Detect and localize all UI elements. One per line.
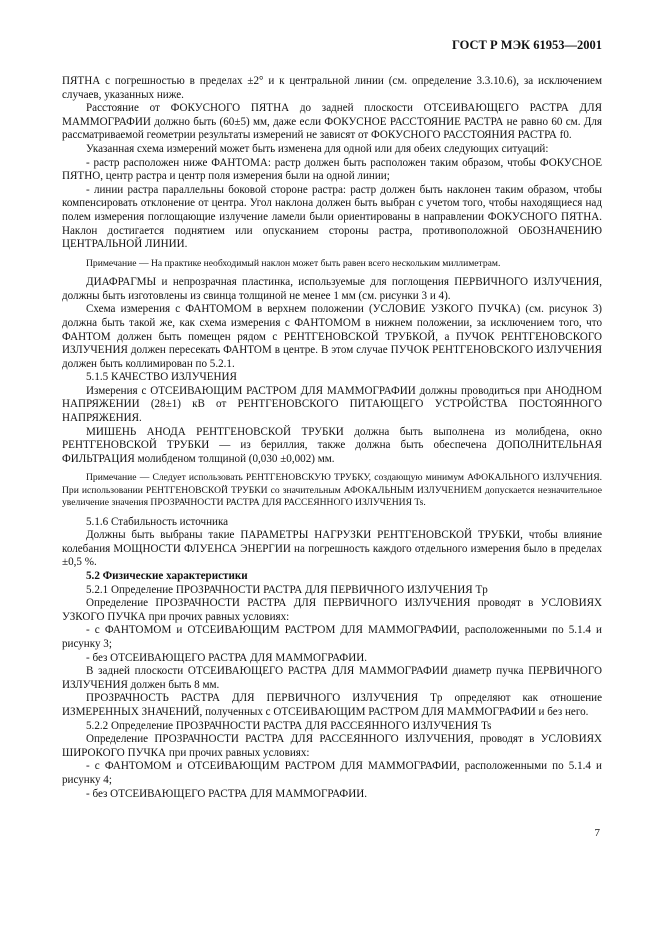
- paragraph: Должны быть выбраны такие ПАРАМЕТРЫ НАГРУЗКИ РЕНТГЕНОВСКОЙ ТРУБКИ, чтобы влияние колебания МОЩНОСТИ ФЛУЕНСА ЭНЕРГИИ на погрешность каждого отдельного измерения было в пределах ±0,5 %.: [62, 529, 602, 569]
- note: Примечание — На практике необходимый наклон может быть равен всего нескольким миллиметрам.: [86, 257, 501, 269]
- section-heading: 5.2.1 Определение ПРОЗРАЧНОСТИ РАСТРА ДЛЯ ПЕРВИЧНОГО ИЗЛУЧЕНИЯ Tp: [86, 583, 488, 596]
- paragraph: ПРОЗРАЧНОСТЬ РАСТРА ДЛЯ ПЕРВИЧНОГО ИЗЛУЧЕНИЯ Tp определяют как отношение ИЗМЕРЕННЫХ ЗНАЧЕНИЙ, полученных с ОТСЕИВАЮЩИМ РАСТРОМ ДЛЯ МАММОГРАФИИ и без него.: [62, 692, 602, 718]
- paragraph: В задней плоскости ОТСЕИВАЮЩЕГО РАСТРА ДЛЯ МАММОГРАФИИ диаметр пучка ПЕРВИЧНОГО ИЗЛУЧЕНИЯ должен быть 8 мм.: [62, 665, 602, 691]
- list-item: - без ОТСЕИВАЮЩЕГО РАСТРА ДЛЯ МАММОГРАФИИ.: [86, 787, 367, 800]
- paragraph: Определение ПРОЗРАЧНОСТИ РАСТРА ДЛЯ РАССЕЯННОГО ИЗЛУЧЕНИЯ, проводят в УСЛОВИЯХ ШИРОКОГО ПУЧКА при прочих равных условиях:: [62, 733, 602, 759]
- paragraph: Измерения с ОТСЕИВАЮЩИМ РАСТРОМ ДЛЯ МАММОГРАФИИ должны проводиться при АНОДНОМ НАПРЯЖЕНИИ (28±1) кВ от РЕНТГЕНОВСКОГО ПИТАЮЩЕГО УСТРОЙСТВА ПОСТОЯННОГО НАПРЯЖЕНИЯ.: [62, 384, 602, 425]
- list-item: - линии растра параллельны боковой стороне растра: растр должен быть наклонен таким образом, чтобы компенсировать отклонение от центра. Угол наклона должен быть выбран с учетом того, чтобы находящиеся над полем измерения поглощающие излучение ламели были ориентированы в направлении ФОКУСНОГО ПЯТНА. Наклон достигается поднятием или опусканием стороны растра, противоположной ОБОЗНАЧЕНИЮ ЦЕНТРАЛЬНОЙ ЛИНИИ.: [62, 183, 602, 251]
- section-heading: 5.1.5 КАЧЕСТВО ИЗЛУЧЕНИЯ: [86, 371, 237, 384]
- section-heading: 5.2.2 Определение ПРОЗРАЧНОСТИ РАСТРА ДЛЯ РАССЕЯННОГО ИЗЛУЧЕНИЯ Ts: [86, 719, 492, 732]
- section-heading: 5.1.6 Стабильность источника: [86, 515, 229, 528]
- document-page: [62, 38, 602, 801]
- list-item: - растр расположен ниже ФАНТОМА: растр должен быть расположен таким образом, чтобы ФОКУСНОЕ ПЯТНО, центр растра и центр поля измерения были на одной линии;: [62, 156, 602, 183]
- paragraph: Расстояние от ФОКУСНОГО ПЯТНА до задней плоскости ОТСЕИВАЮЩЕГО РАСТРА ДЛЯ МАММОГРАФИИ должно быть (60±5) мм, даже если ФОКУСНОЕ РАССТОЯНИЕ РАСТРА не равно 60 см. Для рассматриваемой геометрии результаты измерений не зависят от ФОКУСНОГО РАССТОЯНИЯ РАСТРА f0.: [62, 102, 602, 142]
- paragraph: МИШЕНЬ АНОДА РЕНТГЕНОВСКОЙ ТРУБКИ должна быть выполнена из молибдена, окно РЕНТГЕНОВСКОЙ ТРУБКИ — из бериллия, также должна быть обеспечена ДОПОЛНИТЕЛЬНАЯ ФИЛЬТРАЦИЯ молибденом толщиной (0,030 ±0,002) мм.: [62, 425, 602, 465]
- section-heading: 5.2 Физические характеристики: [86, 570, 248, 583]
- document-header: ГОСТ Р МЭК 61953—2001: [452, 38, 602, 52]
- paragraph: ДИАФРАГМЫ и непрозрачная пластинка, используемые для поглощения ПЕРВИЧНОГО ИЗЛУЧЕНИЯ, должны быть изготовлены из свинца толщиной не менее 1 мм (см. рисунки 3 и 4).: [62, 276, 602, 302]
- paragraph: Указанная схема измерений может быть изменена для одной или для обеих следующих ситуаций:: [86, 142, 549, 155]
- list-item: - с ФАНТОМОМ и ОТСЕИВАЮЩИМ РАСТРОМ ДЛЯ МАММОГРАФИИ, расположенными по 5.1.4 и рисунку 4;: [62, 760, 602, 786]
- list-item: - без ОТСЕИВАЮЩЕГО РАСТРА ДЛЯ МАММОГРАФИИ.: [86, 651, 367, 664]
- paragraph: Схема измерения с ФАНТОМОМ в верхнем положении (УСЛОВИЕ УЗКОГО ПУЧКА) (см. рисунок 3) должна быть такой же, как схема измерения с ФАНТОМОМ в нижнем положении, за исключением того, что ФАНТОМ должен быть помещен рядом с РЕНТГЕНОВСКОЙ ТРУБКОЙ, а ПУЧОК РЕНТГЕНОВСКОГО ИЗЛУЧЕНИЯ должен пересекать ФАНТОМ в центре. В этом случае ПУЧОК РЕНТГЕНОВСКОГО ИЗЛУЧЕНИЯ должен быть коллимирован по 5.2.1.: [62, 303, 602, 370]
- paragraph: ПЯТНА с погрешностью в пределах ±2° и к центральной линии (см. определение 3.3.10.6), за исключением случаев, указанных ниже.: [62, 75, 602, 101]
- note: Примечание — Следует использовать РЕНТГЕНОВСКУЮ ТРУБКУ, создающую минимум АФОКАЛЬНОГО ИЗЛУЧЕНИЯ. При использовании РЕНТГЕНОВСКОЙ ТРУБКИ со значительным АФОКАЛЬНЫМ ИЗЛУЧЕНИЕМ допускается незначительное увеличение значения ПРОЗРАЧНОСТИ РАСТРА ДЛЯ РАССЕЯННОГО ИЗЛУЧЕНИЯ Ts.: [62, 472, 602, 509]
- list-item: - с ФАНТОМОМ и ОТСЕИВАЮЩИМ РАСТРОМ ДЛЯ МАММОГРАФИИ, расположенными по 5.1.4 и рисунку 3;: [62, 624, 602, 650]
- page-number: 7: [594, 827, 600, 839]
- paragraph: Определение ПРОЗРАЧНОСТИ РАСТРА ДЛЯ ПЕРВИЧНОГО ИЗЛУЧЕНИЯ проводят в УСЛОВИЯХ УЗКОГО ПУЧКА при прочих равных условиях:: [62, 597, 602, 623]
